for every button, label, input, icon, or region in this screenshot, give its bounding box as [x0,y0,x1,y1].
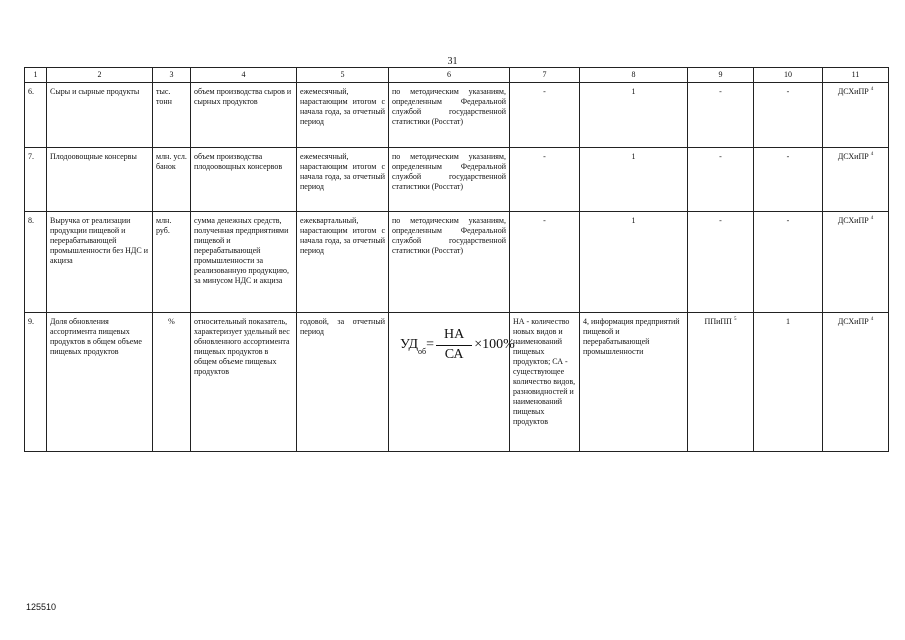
definition: относительный показатель, характеризует удельный вес обновленного ассортимента пищевых продуктов в общем объеме пищевых продуктов [191,313,297,452]
table-row [25,83,889,148]
formula-multiplier: ×100% [474,337,515,352]
unit: млн. усл. банок [153,148,191,212]
period: ежемесячный, нарастающим итогом с начала года, за отчетный период [297,83,389,148]
definition: сумма денежных средств, полученная предприятиями пищевой и перерабатывающей промышленности за реализованную продукцию, за минусом НДС и акциза [191,212,297,313]
column-header: 6 [389,68,510,83]
period: годовой, за отчетный период [297,313,389,452]
period: ежеквартальный, нарастающим итогом с начала года, за отчетный период [297,212,389,313]
footnote-ref: 4 [870,87,874,92]
method: по методическим указаниям, определенным Федеральной службой государственной статистики (Росстат) [389,212,510,313]
method: по методическим указаниям, определенным Федеральной службой государственной статистики (Росстат) [389,148,510,212]
column-header: 4 [191,68,297,83]
col10-value: - [754,212,823,313]
formula-denominator: СА [444,347,464,362]
col9-value: - [688,83,754,148]
document-code: 125510 [26,602,57,612]
table-row [25,148,889,212]
table-row [25,313,889,452]
column-header: 2 [47,68,153,83]
responsible-code: ДСХиПР [837,87,869,96]
col9-value [688,313,754,452]
unit: % [153,313,191,452]
row-number: 6. [25,83,47,148]
responsible [823,313,889,452]
responsible-code: ДСХиПР [837,216,869,225]
column-header: 10 [754,68,823,83]
col7-value: - [510,148,580,212]
definition: объем производства сыров и сырных продуктов [191,83,297,148]
responsible-code: ДСХиПР [837,317,869,326]
table-row [25,212,889,313]
column-header: 3 [153,68,191,83]
column-header: 1 [25,68,47,83]
col10-value: 1 [754,313,823,452]
indicators-table [24,67,889,452]
footnote-ref: 5 [733,317,737,322]
col7-value: - [510,212,580,313]
formula-fraction [436,327,472,363]
column-header: 7 [510,68,580,83]
col8-value: 1 [580,83,688,148]
indicator-name: Плодоовощные консервы [47,148,153,212]
row-number: 7. [25,148,47,212]
formula-cell [389,313,515,452]
column-header: 8 [580,68,688,83]
column-number-row [25,68,889,83]
method: по методическим указаниям, определенным Федеральной службой государственной статистики (Росстат) [389,83,510,148]
unit: тыс. тонн [153,83,191,148]
responsible [823,148,889,212]
formula-lhs: $УД_{об}$ [400,336,427,356]
row-number: 8. [25,212,47,313]
formula-numerator: НА [436,327,472,346]
col8-value: 1 [580,148,688,212]
col8-value: 1 [580,212,688,313]
period: ежемесячный, нарастающим итогом с начала года, за отчетный период [297,148,389,212]
col9-value: - [688,212,754,313]
row-number: 9. [25,313,47,452]
footnote-ref: 4 [870,152,874,157]
col7-value: - [510,83,580,148]
footnote-ref: 4 [870,216,874,221]
column-header: 9 [688,68,754,83]
col10-value: - [754,148,823,212]
col9-code: ППиПП [704,317,732,326]
col10-value: - [754,83,823,148]
column-header: 11 [823,68,889,83]
footnote-ref: 4 [870,317,874,322]
definition: объем производства плодоовощных консервов [191,148,297,212]
responsible-code: ДСХиПР [837,152,869,161]
column-header: 5 [297,68,389,83]
indicator-name: Доля обновления ассортимента пищевых продуктов в общем объеме пищевых продуктов [47,313,153,452]
responsible [823,212,889,313]
col9-value: - [688,148,754,212]
unit: млн. руб. [153,212,191,313]
indicator-name: Выручка от реализации продукции пищевой и перерабатывающей промышленности без НДС и акциза [47,212,153,313]
col8-value: 4, информация предприятий пищевой и перерабатывающей промышленности [580,313,688,452]
indicator-name: Сыры и сырные продукты [47,83,153,148]
responsible [823,83,889,148]
formula [400,327,515,363]
formula-subscript: об [418,346,427,356]
formula-equals: = [426,337,435,352]
page-number: 31 [447,56,458,67]
col7-value: НА - количество новых видов и наименований пищевых продуктов; СА - существующее количество видов, разновидностей и наименований пищевых продуктов [510,313,580,452]
